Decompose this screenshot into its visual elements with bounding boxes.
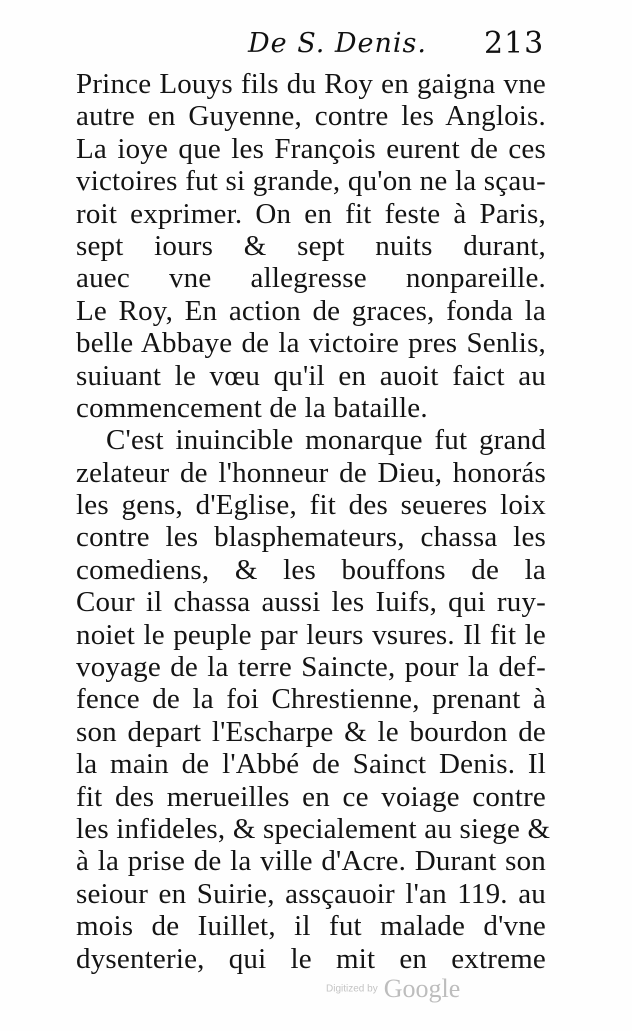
text-line: noiet le peuple par leurs vsures. Il fit le [76,618,546,651]
text-line: Prince Louys fils du Roy en gaigna vne [76,68,546,100]
watermark-prefix: Digitized by [326,983,378,995]
text-line: comediens, & les bouffons de la [76,553,546,586]
paragraph-first-line: C'est inuincible monarque fut grand [106,424,546,457]
text-line: les infideles, & specialement au siege & [76,812,551,845]
text-line: commencement de la bataille. [76,391,428,424]
text-line: zelateur de l'honneur de Dieu, honorás [76,456,546,489]
text-line: roit exprimer. On en fit feste à Paris, [76,197,546,230]
text-line: dysenterie, qui le mit en extreme [76,942,546,975]
text-line: auec vne allegresse nonpareille. [76,262,546,295]
text-line: La ioye que les François eurent de ces [76,132,546,165]
text-line: son depart l'Escharpe & le bourdon de [76,715,546,748]
text-line: victoires fut si grande, qu'on ne la sçau- [76,165,546,198]
text-line: les gens, d'Eglise, fit des seueres loix [76,489,546,522]
text-line: fit des merueilles en ce voiage contre [76,780,546,813]
text-line: seiour en Suirie, assçauoir l'an 119. au [76,877,546,910]
running-title: De S. Denis. [248,28,427,59]
text-line: autre en Guyenne, contre les Anglois. [76,100,546,133]
page-number: 213 [484,26,545,61]
text-line: voyage de la terre Saincte, pour la def- [76,651,546,684]
google-logo: Google [383,974,461,1003]
text-line: sept iours & sept nuits durant, [76,229,546,262]
text-line: mois de Iuillet, il fut malade d'vne [76,910,546,943]
text-line: contre les blasphemateurs, chassa les [76,521,546,554]
text-line: Cour il chassa aussi les Iuifs, qui ruy- [76,586,546,619]
text-line: à la prise de la ville d'Acre. Durant son [76,845,546,878]
text-line: la main de l'Abbé de Sainct Denis. Il [76,748,546,781]
body-text [76,68,551,975]
text-line: Le Roy, En action de graces, fonda la [76,294,546,327]
text-line: suiuant le vœu qu'il en auoit faict au [76,359,546,392]
text-line: belle Abbaye de la victoire pres Senlis, [76,327,546,360]
text-line: fence de la foi Chrestienne, prenant à [76,683,546,716]
digitized-by-watermark [326,974,460,1004]
